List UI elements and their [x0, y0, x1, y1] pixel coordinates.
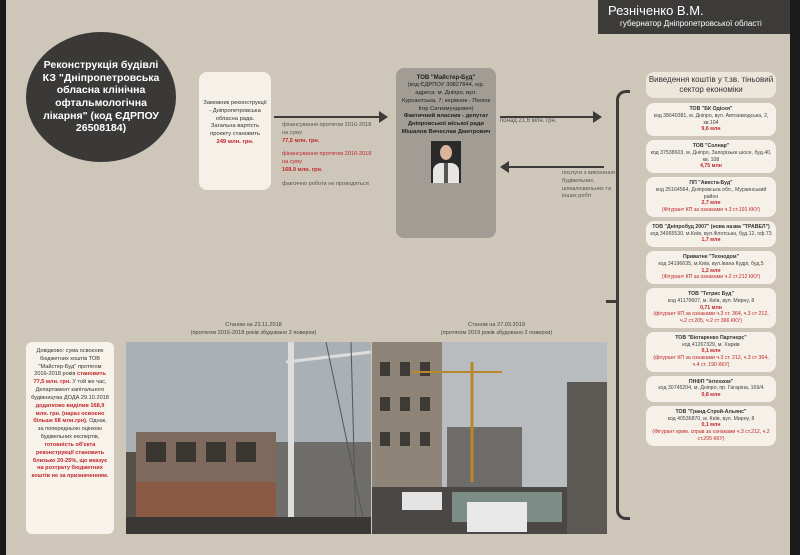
company-name: Приватне "Технодом" — [682, 254, 740, 260]
company-amount: 0,71 млн — [700, 304, 722, 311]
summary-note — [26, 342, 114, 534]
company-card — [646, 251, 776, 284]
shadow-sector-heading: Виведення коштів у т.зв. тіньовий сектор економіки — [646, 72, 776, 98]
company-amount: 0,1 млн — [701, 348, 721, 355]
funding-notes — [282, 122, 372, 189]
company-card — [646, 332, 776, 372]
company-details: код 38640381, м. Дніпро, вул. Автозаводська, 2, кв.104 — [653, 112, 769, 126]
company-name: ТОВ "БК Одісея" — [689, 106, 733, 112]
governor-role: губернатор Дніпропетровської області — [620, 19, 762, 28]
company-name: ТОВ "Тетрис Буд" — [688, 291, 734, 297]
contractor-owner: Фактичний власник - депутат Дніпровської міської ради Мішалов Вячеслав Дмитрович — [401, 113, 491, 135]
company-name: ТОВ "Солнар" — [692, 143, 730, 149]
company-details: код 37538603, м. Дніпро, Запорізьке шосе, буд.40, кв. 108 — [650, 149, 772, 163]
photo-1-caption — [136, 322, 371, 337]
company-amount: 4,75 млн — [700, 163, 722, 170]
company-name: ТОВ "Біотаренко Партнерс" — [675, 334, 747, 341]
contractor-details: (код ЄДРПОУ 30827844, юр. адреса: м. Дніпро, вул. Курсантська, 7; керівник - Пилюк Ігор Сигизмундович) — [401, 82, 491, 112]
photo-2-date: Станом на 27.03.2019 — [468, 322, 525, 328]
governor-header — [598, 0, 790, 34]
paid-amount: понад 21,6 млн. грн. — [500, 118, 557, 124]
customer-text: Замовник реконструкції - Дніпропетровська обласна рада. Загальна вартість проекту становить — [203, 100, 267, 138]
company-amount: 0,1 млн — [701, 422, 721, 429]
company-card — [646, 177, 776, 217]
company-details: код 34196635, м.Київ, вул.Івана Кудрі, буд.5 — [658, 260, 764, 267]
company-name: ТОВ "Гранд-Строй-Альянс" — [675, 408, 747, 415]
company-name: ПП "Авеста-Буд" — [689, 180, 733, 186]
funding-line-3: фактично роботи не проводяться — [282, 180, 369, 187]
company-card — [646, 221, 776, 247]
company-card — [646, 406, 776, 446]
note-text-1: Довідково: сума освоєних бюджетних коштів ТОВ "Майстер-Буд" протягом 2016-2018 років — [34, 348, 104, 378]
note-text-3: Однак, за попередньою оцінкою будівельних експертів, — [37, 418, 107, 441]
company-note: (фігурант КП за ознаками ч.3 ст. 364, ч.3 ст 212, ч.2 ст.205, ч.2 ст 366 ККУ) — [653, 311, 769, 324]
company-amount: 1,2 млн — [701, 267, 721, 274]
project-title-circle — [26, 32, 176, 162]
customer-box — [199, 72, 271, 190]
company-details: код 40536870, м. Київ, вул. Мирну, 8 — [667, 415, 755, 422]
note-red-1: становить 77,5 млн. грн. — [33, 371, 106, 386]
company-details: код 41267329, м. Харків — [682, 341, 740, 348]
governor-name: Резніченко В.М. — [608, 3, 704, 18]
customer-amount: 249 млн. грн. — [216, 139, 254, 146]
note-red-3: готовність об'єкта реконструкції становить близько 20-25%, що вказує на розтрату бюджетних коштів не за призначенням. — [31, 441, 109, 480]
company-details: код 34965530, м.Київ, вул.Флотська, буд.12, оф.73 — [650, 230, 772, 237]
funding-line-1: фінансування протягом 2016-2018 на суму — [282, 122, 372, 136]
contractor-box — [396, 68, 496, 238]
photo-1-date: Станом на 23.11.2018 — [225, 322, 282, 328]
construction-photo-2019 — [372, 342, 607, 534]
photo-2-note: (протягом 2019 років збудовано 2 поверхи) — [440, 329, 553, 336]
company-details: код 30745204, м. Дніпро, пр. Гагаріна, 169/4 — [658, 385, 764, 392]
company-details: код 41170607, м. Київ, вул. Мирну, 8 — [667, 297, 755, 304]
company-note: (Фігурант крим. справ за ознаками ч.3 ст.212, ч.2 ст.205 ККУ) — [652, 429, 770, 442]
company-name: ПНФП "Інтехком" — [688, 378, 734, 385]
company-card — [646, 376, 776, 402]
note-red-2: додатково виділив 168,9 млн. грн. (нараз освоєно більше 68 млн.грн). — [33, 402, 105, 425]
contractor-title: ТОВ "Майстер-Буд" — [416, 75, 476, 81]
company-note: (Фігурант КП за ознаками ч.2 ст.212 ККУ) — [661, 274, 761, 281]
company-name: ТОВ "Дніпробуд 2007" (нова назва "ТРАВЕЛ") — [652, 223, 770, 230]
company-amount: 2,7 млн — [701, 200, 721, 207]
funding-amount-1: 77,5 млн. грн. — [282, 137, 320, 144]
shadow-sector-companies — [646, 103, 776, 450]
bracket-divider — [616, 90, 630, 520]
company-amount: 0,8 млн — [701, 392, 721, 398]
company-note: (Фігурант КП за ознаками ч.3 ст.191 ККУ) — [661, 207, 761, 213]
arrow-services-back — [502, 166, 604, 168]
company-amount: 1,7 млн — [701, 237, 721, 244]
project-title: Реконструкція будівлі КЗ "Дніпропетровська обласна клінічна офтальмологічна лікарня" (код ЄДРПОУ 26508184) — [42, 59, 160, 135]
note-text-2: У той же час, Департамент капітального будівництва ДОДА 29.10.2018 — [31, 379, 109, 401]
construction-photo-2018 — [126, 342, 371, 534]
photo-2-caption — [379, 322, 614, 337]
infographic-page — [6, 0, 790, 555]
company-details: код 25164564, Дніпровська обл., Мурзинський район — [655, 186, 767, 200]
funding-line-2: фінансування протягом 2016-2019 на суму — [282, 151, 372, 166]
photo-1-note: (протягом 2016-2018 років збудовано 2 поверхи) — [190, 329, 317, 336]
arrow-to-contractor — [274, 116, 386, 118]
company-amount: 9,6 млн — [701, 126, 721, 133]
company-card — [646, 103, 776, 136]
owner-portrait — [431, 141, 461, 183]
company-card — [646, 140, 776, 173]
company-note: (фігурант КП за ознаками ч.3 ст. 212, ч.3 ст 364, ч.4 ст. 190 ККУ) — [653, 355, 769, 368]
company-card — [646, 288, 776, 328]
services-note: послуги з виконання будівельних, шпаклювальних та інших робіт — [562, 170, 615, 200]
funding-amount-2: 168.9 млн. грн. — [282, 167, 323, 174]
